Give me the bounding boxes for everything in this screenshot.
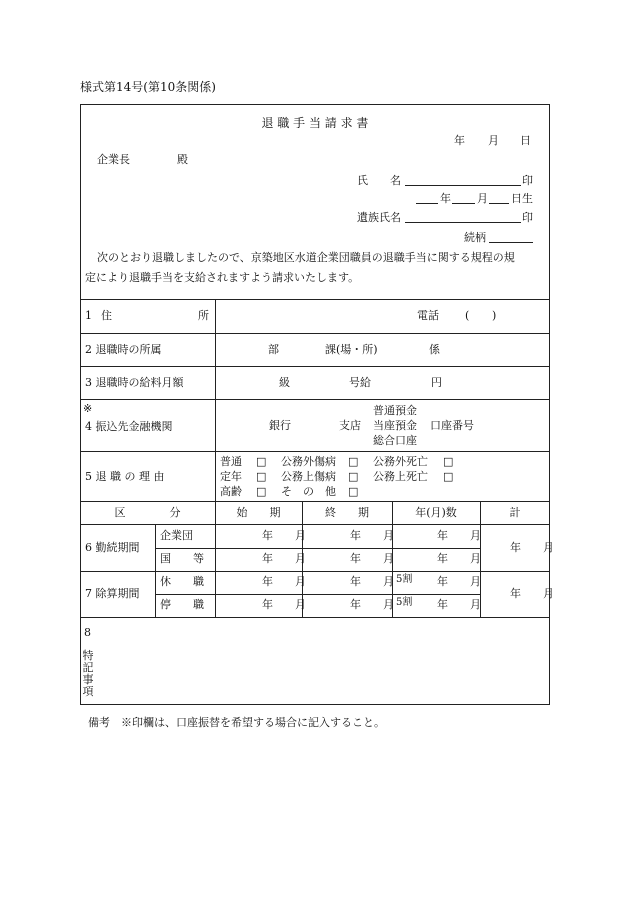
survivor-name-field[interactable] xyxy=(405,211,521,227)
reason-offduty-death-label: 公務外死亡 xyxy=(373,455,428,468)
remarks-num: 8 xyxy=(84,626,91,639)
service-corp-count[interactable]: 年 月 xyxy=(437,529,481,542)
name-label: 氏 名 xyxy=(357,174,401,187)
service-corp-start[interactable]: 年 月 xyxy=(262,529,306,542)
exclusion-leave-count[interactable]: 年 月 xyxy=(437,575,481,588)
reason-retirement-age-label: 定年 xyxy=(220,470,242,483)
reason-other-checkbox[interactable]: □ xyxy=(348,485,359,498)
address-label-b: 所 xyxy=(198,309,209,322)
phone-open-paren: ( xyxy=(465,309,470,322)
birth-day-field[interactable] xyxy=(489,192,509,208)
exclusion-leave-ratio: 5割 xyxy=(396,574,413,585)
exclusion-sub-suspension: 停 職 xyxy=(160,598,204,611)
exclusion-suspension-count[interactable]: 年 月 xyxy=(437,598,481,611)
survivor-name-label: 遺族氏名 xyxy=(357,211,401,224)
header-category: 区 分 xyxy=(114,506,181,519)
reason-onduty-injury-label: 公務上傷病 xyxy=(281,470,336,483)
header-start: 始 期 xyxy=(236,506,281,519)
date-year-label: 年 xyxy=(454,134,465,147)
reason-label: 5 退 職 の 理 由 xyxy=(85,470,165,483)
service-sub-national: 国 等 xyxy=(160,552,204,565)
acct-number-label: 口座番号 xyxy=(430,419,474,432)
reason-retirement-age-checkbox[interactable]: □ xyxy=(256,470,267,483)
birth-month-field[interactable] xyxy=(452,192,475,208)
birth-year-field[interactable] xyxy=(416,192,438,208)
service-national-count[interactable]: 年 月 xyxy=(437,552,481,565)
exclusion-sub-leave: 休 職 xyxy=(160,575,204,588)
relationship-label: 続柄 xyxy=(464,231,486,244)
exclusion-suspension-end[interactable]: 年 月 xyxy=(350,598,394,611)
statement-line-1: 次のとおり退職しましたので、京築地区水道企業団職員の退職手当に関する規程の規 xyxy=(97,251,515,264)
exclusion-suspension-start[interactable]: 年 月 xyxy=(262,598,306,611)
reason-onduty-death-label: 公務上死亡 xyxy=(373,470,428,483)
relationship-field[interactable] xyxy=(489,231,533,247)
service-sub-corp: 企業団 xyxy=(160,529,193,542)
bank-label: 4 振込先金融機関 xyxy=(85,420,173,433)
reason-normal-checkbox[interactable]: □ xyxy=(256,455,267,468)
birth-day-label: 日生 xyxy=(511,192,533,205)
footer-note: 備考 ※印欄は、口座振替を希望する場合に記入すること。 xyxy=(88,716,385,729)
service-corp-end[interactable]: 年 月 xyxy=(350,529,394,542)
yen-label: 円 xyxy=(431,376,442,389)
birth-year-label: 年 xyxy=(440,192,451,205)
phone-close-paren: ) xyxy=(492,309,497,322)
statement-line-2: 定により退職手当を支給されますよう請求いたします。 xyxy=(85,271,360,284)
header-count: 年(月)数 xyxy=(415,506,457,519)
reason-offduty-injury-checkbox[interactable]: □ xyxy=(348,455,359,468)
unit-label: 係 xyxy=(429,343,440,356)
reason-offduty-death-checkbox[interactable]: □ xyxy=(443,455,454,468)
service-period-label: 6 勤続期間 xyxy=(85,541,140,554)
acct-general: 総合口座 xyxy=(373,434,417,447)
name-field[interactable] xyxy=(405,174,521,190)
affiliation-label: 2 退職時の所属 xyxy=(85,343,162,356)
section-label: 課(場・所) xyxy=(325,343,378,356)
exclusion-leave-start[interactable]: 年 月 xyxy=(262,575,306,588)
addressee-honorific: 殿 xyxy=(177,153,188,166)
service-national-end[interactable]: 年 月 xyxy=(350,552,394,565)
reason-elderly-label: 高齢 xyxy=(220,485,242,498)
acct-current: 当座預金 xyxy=(373,419,417,432)
remarks-field[interactable] xyxy=(156,620,546,700)
date-day-label: 日 xyxy=(520,134,531,147)
exclusion-leave-end[interactable]: 年 月 xyxy=(350,575,394,588)
reason-onduty-death-checkbox[interactable]: □ xyxy=(443,470,454,483)
remarks-label: 特記事項 xyxy=(82,649,94,698)
addressee-title: 企業長 xyxy=(97,153,130,166)
birth-month-label: 月 xyxy=(477,192,488,205)
header-end: 終 期 xyxy=(325,506,369,519)
branch-label: 支店 xyxy=(339,419,361,432)
date-month-label: 月 xyxy=(488,134,499,147)
salary-label: 3 退職時の給料月額 xyxy=(85,376,184,389)
phone-label: 電話 xyxy=(417,309,439,322)
step-label: 号給 xyxy=(349,376,371,389)
acct-ordinary: 普通預金 xyxy=(373,404,417,417)
address-num: 1 xyxy=(85,309,92,322)
exclusion-period-label: 7 除算期間 xyxy=(85,587,140,600)
reason-offduty-injury-label: 公務外傷病 xyxy=(281,455,336,468)
exclusion-total[interactable]: 年 月 xyxy=(510,587,554,600)
reason-normal-label: 普通 xyxy=(220,455,242,468)
exclusion-suspension-ratio: 5割 xyxy=(396,597,413,608)
service-total[interactable]: 年 月 xyxy=(510,541,554,554)
address-label-a: 住 xyxy=(101,309,112,322)
bank-name-label: 銀行 xyxy=(269,419,291,432)
form-title: 退 職 手 当 請 求 書 xyxy=(261,116,369,130)
dept-label: 部 xyxy=(268,343,279,356)
grade-label: 級 xyxy=(279,376,290,389)
name-seal: 印 xyxy=(522,174,533,187)
service-national-start[interactable]: 年 月 xyxy=(262,552,306,565)
survivor-seal: 印 xyxy=(522,211,533,224)
reason-onduty-injury-checkbox[interactable]: □ xyxy=(348,470,359,483)
header-total: 計 xyxy=(509,506,521,519)
reason-elderly-checkbox[interactable]: □ xyxy=(256,485,267,498)
form-number: 様式第14号(第10条関係) xyxy=(80,80,216,94)
bank-note-mark: ※ xyxy=(83,402,93,415)
reason-other-label: そ の 他 xyxy=(281,485,336,498)
